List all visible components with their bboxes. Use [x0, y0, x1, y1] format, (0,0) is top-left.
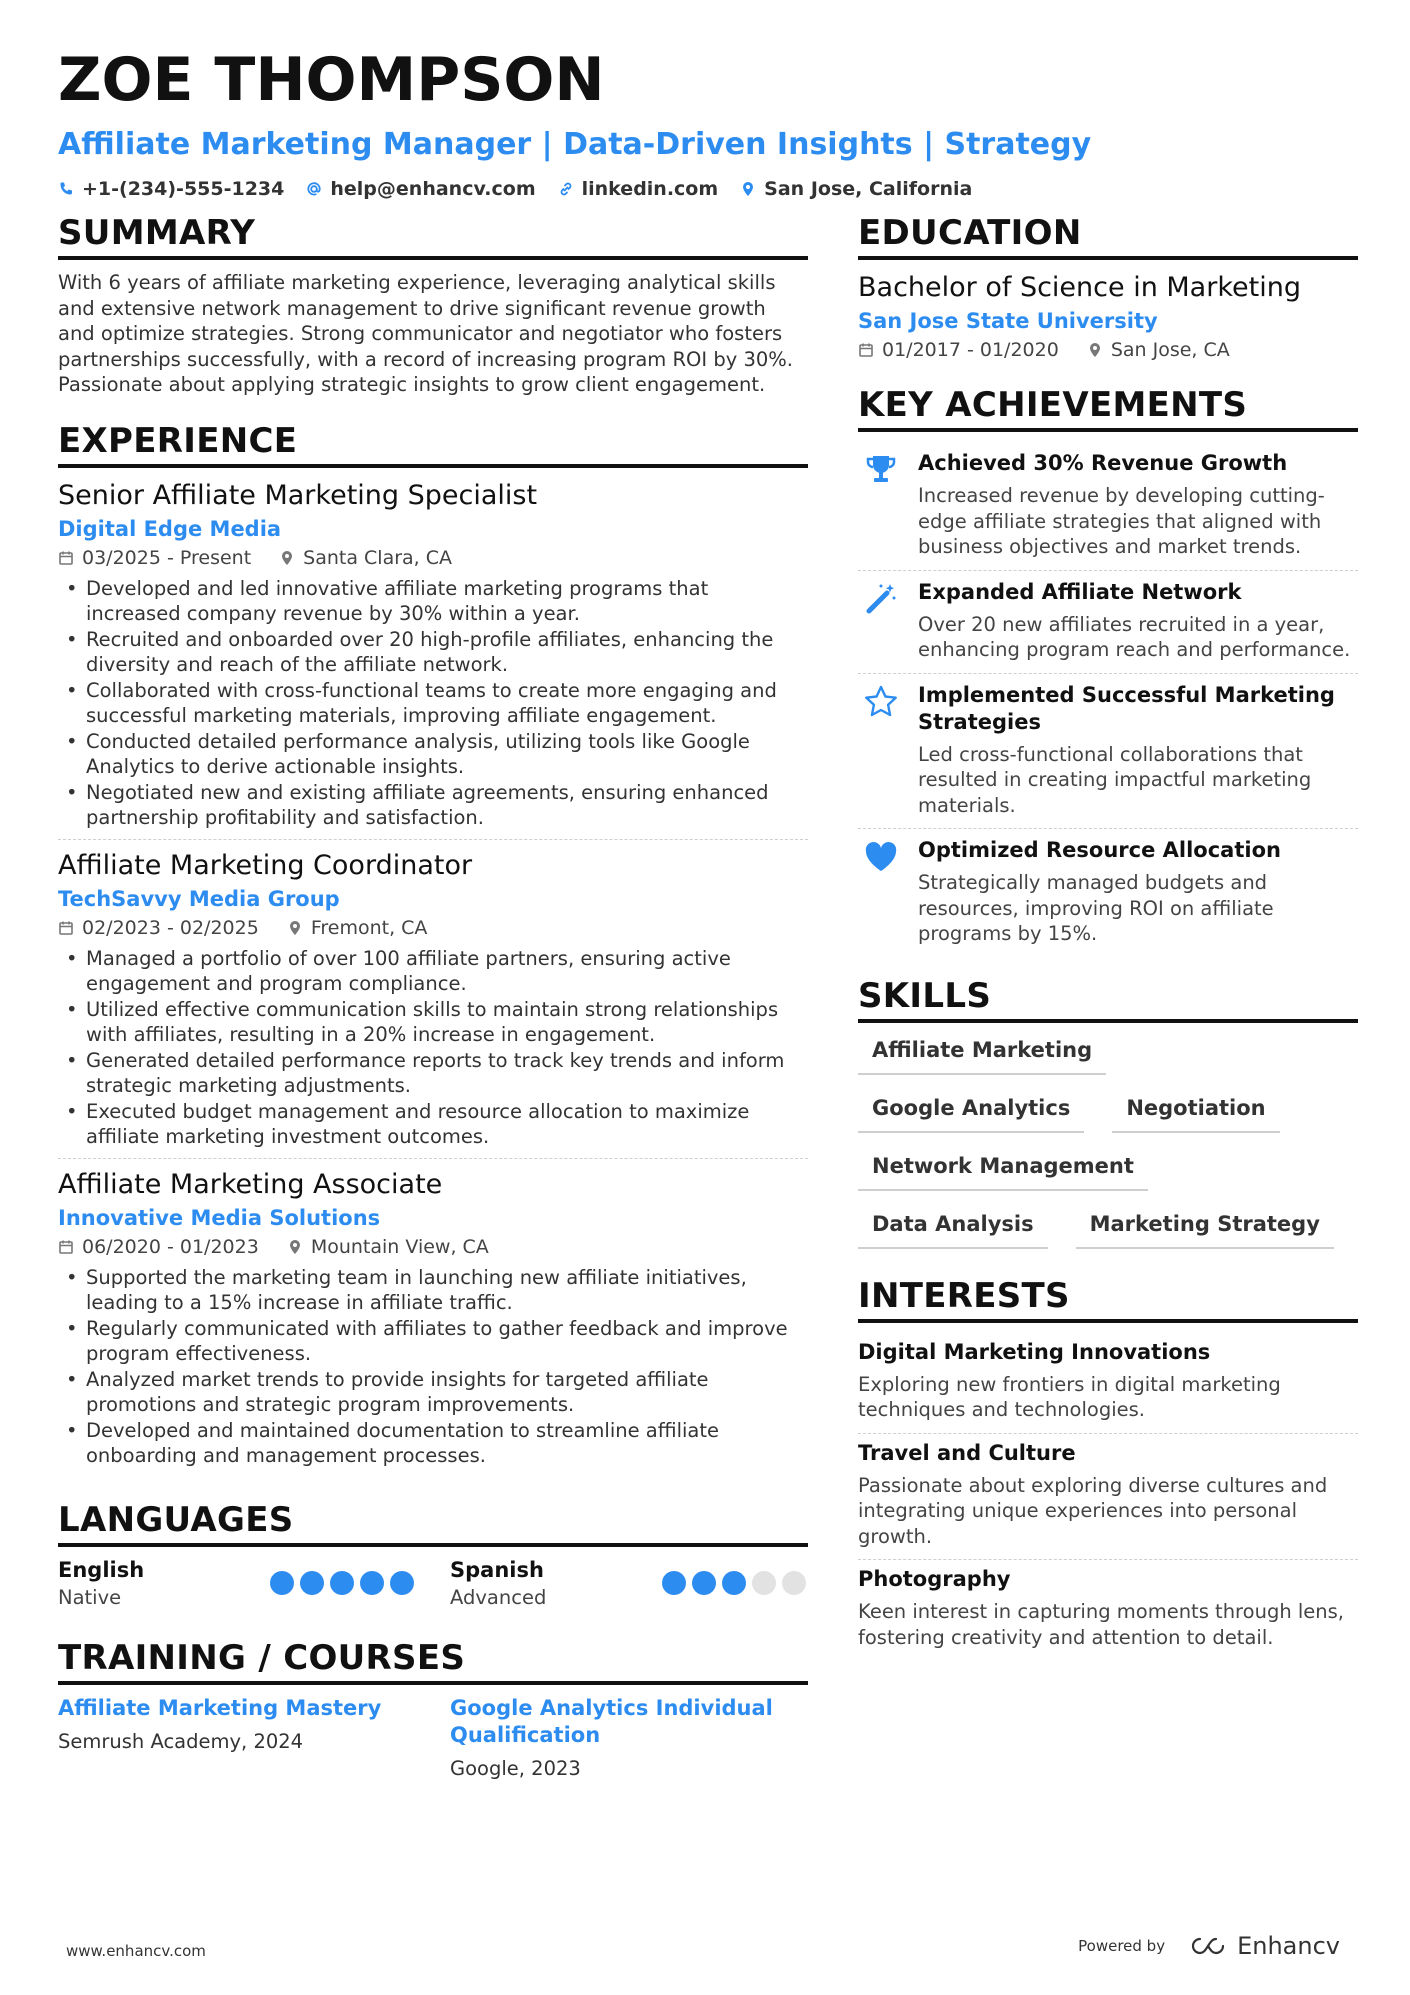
achievement-title: Optimized Resource Allocation [918, 838, 1281, 862]
education-meta [858, 336, 1358, 364]
achievement-desc: Strategically managed budgets and resources, improving ROI on affiliate programs by 15%. [918, 871, 1274, 945]
job-bullet: • Negotiated new and existing affiliate agreements, ensuring enhanced partnership profitability and satisfaction. [58, 780, 808, 831]
achievement-item [858, 442, 1358, 570]
language-item [58, 1557, 414, 1611]
rating-dot-filled [722, 1571, 746, 1595]
job-company: TechSavvy Media Group [58, 886, 340, 911]
map-pin-icon [740, 181, 756, 197]
contact-location-text: San Jose, California [764, 178, 973, 200]
education-degree: Bachelor of Science in Marketing [858, 272, 1301, 303]
resume-header [58, 44, 1358, 200]
interest-item [858, 1559, 1358, 1660]
powered-by-text: Powered by [1078, 1937, 1166, 1955]
job-bullet: • Generated detailed performance reports to track key trends and inform strategic marketing adjustments. [58, 1048, 808, 1099]
language-item [450, 1557, 806, 1611]
achievement-desc: Over 20 new affiliates recruited in a year, enhancing program reach and performance. [918, 612, 1351, 661]
achievement-desc: Led cross-functional collaborations that resulted in creating impactful marketing materials. [918, 742, 1312, 817]
interest-desc: Keen interest in capturing moments through lens, fostering creativity and attention to detail. [858, 1600, 1345, 1649]
job-location [279, 544, 452, 572]
skill-tag: Marketing Strategy [1076, 1207, 1334, 1249]
job-dates [58, 544, 251, 572]
training-heading: TRAINING / COURSES [58, 1637, 808, 1685]
calendar-icon [58, 1239, 74, 1255]
languages-heading: LANGUAGES [58, 1499, 808, 1547]
calendar-icon [58, 550, 74, 566]
course-provider: Semrush Academy, 2024 [58, 1729, 304, 1753]
rating-dot-filled [330, 1571, 354, 1595]
education-location [1087, 336, 1230, 364]
job-bullet: • Collaborated with cross-functional teams to create more engaging and successful marketing materials, improving affiliate engagement. [58, 678, 808, 729]
link-icon [558, 181, 574, 197]
contact-linkedin[interactable] [558, 178, 719, 200]
job-bullet: • Managed a portfolio of over 100 affiliate partners, ensuring active engagement and program compliance. [58, 946, 808, 997]
contact-bar [58, 178, 1358, 200]
interest-title: Digital Marketing Innovations [858, 1339, 1211, 1364]
skills-section [858, 975, 1358, 1249]
skill-tag: Affiliate Marketing [858, 1033, 1106, 1075]
course-provider: Google, 2023 [450, 1756, 581, 1780]
job-bullets [58, 946, 808, 1150]
interest-item [858, 1433, 1358, 1560]
job-bullet: • Executed budget management and resource allocation to maximize affiliate marketing investment outcomes. [58, 1099, 808, 1150]
training-section [58, 1637, 808, 1782]
map-pin-icon [287, 1239, 303, 1255]
rating-dot-filled [360, 1571, 384, 1595]
contact-linkedin-text: linkedin.com [581, 178, 719, 200]
trophy-icon [863, 452, 899, 488]
course-item [450, 1695, 806, 1782]
job-entry [58, 1158, 808, 1477]
summary-section [58, 212, 808, 398]
languages-list [58, 1557, 808, 1611]
job-bullets [58, 1265, 808, 1469]
job-dates-text: 03/2025 - Present [82, 546, 252, 569]
job-bullet: • Utilized effective communication skills to maintain strong relationships with affiliates, resulting in a 20% increase in engagement. [58, 997, 808, 1048]
footer-website[interactable]: www.enhancv.com [66, 1942, 206, 1960]
job-location [287, 1233, 489, 1261]
achievements-section [858, 384, 1358, 957]
job-company: Innovative Media Solutions [58, 1205, 381, 1230]
interest-title: Photography [858, 1567, 1011, 1591]
brand-name: Enhancv [1237, 1932, 1340, 1960]
job-meta [58, 544, 808, 572]
achievement-title: Expanded Affiliate Network [918, 579, 1242, 604]
language-rating [270, 1571, 414, 1595]
education-section [858, 212, 1358, 364]
job-title: Affiliate Marketing Coordinator [58, 849, 473, 881]
contact-email-text: help@enhancv.com [330, 178, 536, 200]
magic-wand-icon [863, 581, 899, 617]
interest-item [858, 1333, 1358, 1433]
phone-icon [58, 181, 74, 197]
contact-phone-text: +1-(234)-555-1234 [82, 178, 285, 200]
contact-location [740, 178, 972, 200]
experience-section [58, 420, 808, 1477]
calendar-icon [858, 342, 874, 358]
brand-logo[interactable] [1187, 1932, 1340, 1960]
enhancv-logo-icon [1187, 1935, 1227, 1957]
skill-tag: Network Management [858, 1149, 1148, 1191]
job-bullet: • Regularly communicated with affiliates to gather feedback and improve program effectiveness. [58, 1316, 808, 1367]
job-location [287, 914, 428, 942]
language-name: English [58, 1557, 145, 1582]
summary-text: With 6 years of affiliate marketing experience, leveraging analytical skills and extensive network management to drive significant revenue growth and optimize strategies. Strong communicator and negotiator who fosters partnerships successfully, with a record of increasing program ROI by 30%. Passionate about applying strategic insights to grow client engagement. [58, 271, 793, 396]
contact-email[interactable] [306, 178, 535, 200]
job-title: Senior Affiliate Marketing Specialist [58, 479, 538, 511]
job-bullet: • Supported the marketing team in launching new affiliate initiatives, leading to a 15% increase in affiliate traffic. [58, 1265, 808, 1316]
achievement-title: Achieved 30% Revenue Growth [918, 451, 1288, 475]
rating-dot-empty [752, 1571, 776, 1595]
footer-branding [1078, 1932, 1340, 1960]
education-school: San Jose State University [858, 309, 1158, 333]
job-location-text: Mountain View, CA [310, 1235, 489, 1258]
language-rating [662, 1571, 806, 1595]
interest-desc: Exploring new frontiers in digital marketing techniques and technologies. [858, 1372, 1281, 1421]
skill-tag: Negotiation [1112, 1091, 1279, 1133]
job-title: Affiliate Marketing Associate [58, 1168, 443, 1200]
interest-desc: Passionate about exploring diverse cultures and integrating unique experiences into personal growth. [858, 1473, 1328, 1548]
job-meta [58, 914, 808, 942]
map-pin-icon [279, 550, 295, 566]
rating-dot-filled [662, 1571, 686, 1595]
heart-icon [863, 839, 899, 875]
at-sign-icon [306, 181, 322, 197]
rating-dot-filled [300, 1571, 324, 1595]
achievement-item [858, 570, 1358, 673]
star-icon [863, 684, 899, 720]
candidate-name: ZOE THOMPSON [58, 45, 605, 115]
summary-heading: SUMMARY [58, 212, 808, 260]
achievement-item [858, 673, 1358, 829]
job-entry [58, 839, 808, 1158]
course-title: Google Analytics Individual Qualification [450, 1695, 773, 1747]
job-location-text: Santa Clara, CA [303, 546, 453, 569]
job-bullet: • Analyzed market trends to provide insights for targeted affiliate promotions and strategic program improvements. [58, 1367, 808, 1418]
map-pin-icon [1087, 342, 1103, 358]
course-item [58, 1695, 414, 1782]
job-entry [58, 478, 808, 839]
education-heading: EDUCATION [858, 212, 1358, 260]
interests-heading: INTERESTS [858, 1275, 1358, 1323]
skill-tag: Data Analysis [858, 1207, 1048, 1249]
map-pin-icon [287, 920, 303, 936]
education-dates [858, 336, 1059, 364]
interest-title: Travel and Culture [858, 1440, 1076, 1465]
right-column [858, 212, 1358, 1660]
achievement-item [858, 828, 1358, 957]
job-dates-text: 06/2020 - 01/2023 [82, 1235, 259, 1258]
rating-dot-filled [390, 1571, 414, 1595]
job-bullet: • Developed and led innovative affiliate marketing programs that increased company revenue by 30% within a year. [58, 576, 808, 627]
skills-list [858, 1033, 1358, 1249]
achievement-desc: Increased revenue by developing cutting-edge affiliate strategies that aligned with business objectives and market trends. [918, 484, 1325, 558]
experience-heading: EXPERIENCE [58, 420, 808, 468]
calendar-icon [58, 920, 74, 936]
achievements-heading: KEY ACHIEVEMENTS [858, 384, 1358, 432]
skills-heading: SKILLS [858, 975, 1358, 1023]
job-dates-text: 02/2023 - 02/2025 [82, 916, 259, 939]
job-bullet: • Developed and maintained documentation to streamline affiliate onboarding and management processes. [58, 1418, 808, 1469]
languages-section [58, 1499, 808, 1611]
course-title: Affiliate Marketing Mastery [58, 1695, 382, 1720]
achievement-title: Implemented Successful Marketing Strategies [918, 682, 1335, 734]
interests-section [858, 1275, 1358, 1661]
job-bullet: • Recruited and onboarded over 20 high-profile affiliates, enhancing the diversity and reach of the affiliate network. [58, 627, 808, 678]
job-dates [58, 1233, 259, 1261]
job-bullet: • Conducted detailed performance analysis, utilizing tools like Google Analytics to derive actionable insights. [58, 729, 808, 780]
language-level: Native [58, 1585, 122, 1609]
rating-dot-filled [692, 1571, 716, 1595]
rating-dot-empty [782, 1571, 806, 1595]
courses-list [58, 1695, 808, 1782]
job-location-text: Fremont, CA [310, 916, 428, 939]
skill-tag: Google Analytics [858, 1091, 1084, 1133]
candidate-headline: Affiliate Marketing Manager | Data-Driven Insights | Strategy [58, 127, 1092, 162]
job-meta [58, 1233, 808, 1261]
education-dates-text: 01/2017 - 01/2020 [882, 339, 1059, 361]
rating-dot-filled [270, 1571, 294, 1595]
job-company: Digital Edge Media [58, 516, 282, 541]
language-name: Spanish [450, 1557, 544, 1582]
education-location-text: San Jose, CA [1110, 339, 1230, 361]
left-column [58, 212, 808, 1782]
contact-phone[interactable] [58, 178, 284, 200]
job-dates [58, 914, 259, 942]
language-level: Advanced [450, 1585, 547, 1609]
job-bullets [58, 576, 808, 831]
